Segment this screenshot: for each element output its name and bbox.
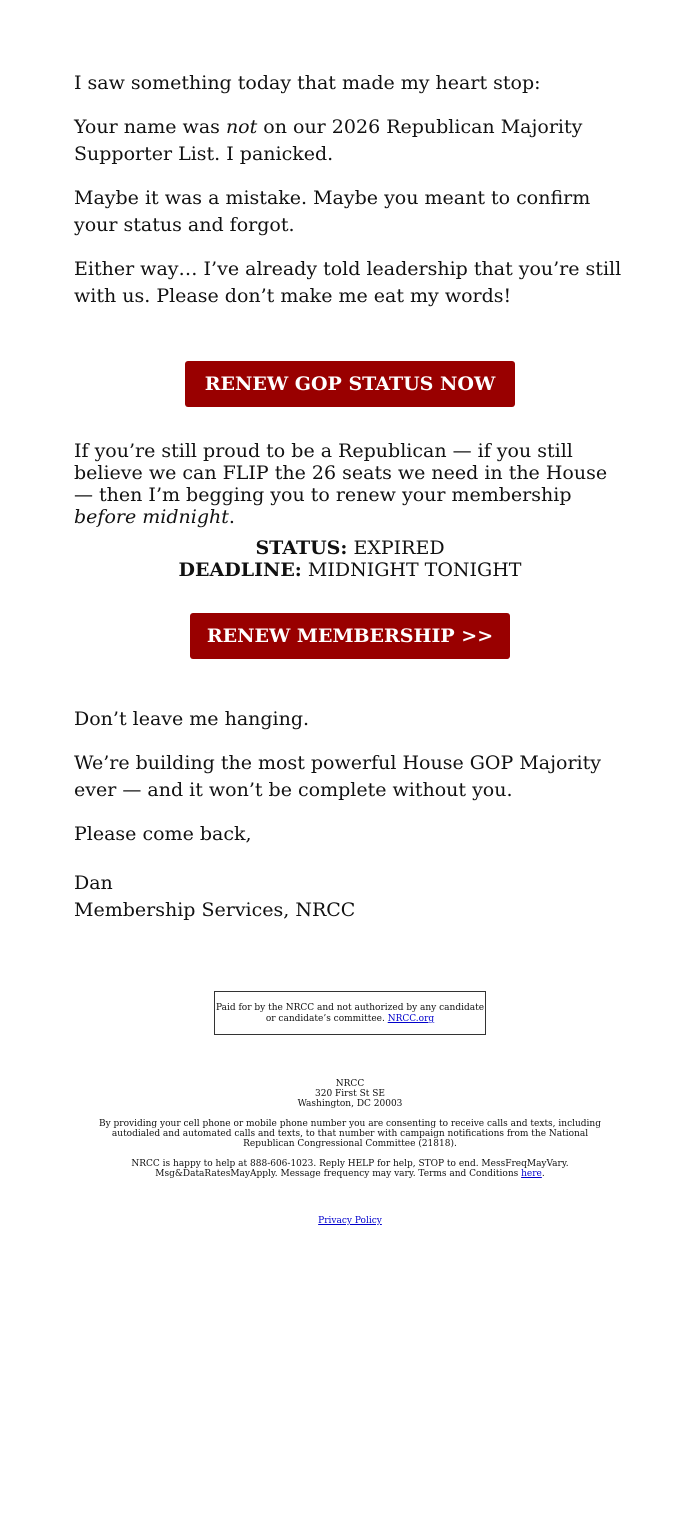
intro-p2-after: on our 2026 Republican Majority Supporter List. I panicked. [74,116,583,165]
intro-paragraph-3: Maybe it was a mistake. Maybe you meant to confirm your status and forgot. [74,187,591,236]
closing-paragraph-2: We’re building the most powerful House GOP Majority ever — and it won’t be complete without you. [74,752,601,801]
renew-gop-status-button[interactable]: RENEW GOP STATUS NOW [185,361,515,407]
footer-consent: By providing your cell phone or mobile phone number you are consenting to receive calls and texts, including autodialed and automated calls and texts, to that number with campaign notifications from the National Republican Congressional Committee (21818). [98,1119,601,1149]
signature-title: Membership Services, NRCC [74,899,356,921]
intro-paragraph-2 [74,114,626,168]
urgency-end: . [228,506,235,528]
intro-p2-before: Your name was [74,116,226,138]
signature-name: Dan [74,872,113,894]
intro-paragraph-4: Either way… I’ve already told leadership that you’re still with us. Please don’t make me eat my words! [74,258,622,307]
status-block [74,537,626,581]
disclaimer-text: Paid for by the NRCC and not authorized by any candidate or candidate’s committee. [215,1003,485,1024]
deadline-value: MIDNIGHT TONIGHT [307,559,522,581]
urgency-paragraph [74,440,626,528]
status-label: STATUS: [255,537,348,559]
closing-section [74,706,626,924]
footer-help-end: . [541,1169,545,1179]
nrcc-org-link[interactable]: NRCC.org [387,1014,435,1024]
terms-link[interactable]: here [521,1169,542,1179]
footer-org: NRCC [335,1079,365,1089]
urgency-emphasis: before midnight [74,506,229,528]
deadline-line [74,559,626,581]
privacy-policy-link[interactable]: Privacy Policy [318,1216,382,1226]
closing-paragraph-3: Please come back, [74,823,252,845]
intro-p2-emphasis: not [225,116,258,138]
footer-street: 320 First St SE [315,1089,385,1099]
footer-city: Washington, DC 20003 [297,1099,403,1109]
paid-for-disclaimer [214,991,486,1035]
footer-help [98,1159,602,1179]
status-line [74,537,626,559]
renew-membership-button[interactable]: RENEW MEMBERSHIP >> [190,613,510,659]
status-value: EXPIRED [353,537,445,559]
email-body [74,70,626,327]
urgency-text: If you’re still proud to be a Republican — if you still believe we can FLIP the 26 seats we need in the House — then I’m begging you to renew your membership [74,440,608,506]
deadline-label: DEADLINE: [178,559,302,581]
closing-paragraph-1: Don’t leave me hanging. [74,708,310,730]
footer-help-text: NRCC is happy to help at 888-606-1023. Reply HELP for help, STOP to end. MessFreqMayVary. Msg&DataRatesMayApply. Message frequency may vary. Terms and Conditions [131,1159,569,1179]
footer-privacy [90,1216,610,1226]
intro-paragraph-1: I saw something today that made my heart stop: [74,72,541,94]
footer-address [90,1079,610,1109]
